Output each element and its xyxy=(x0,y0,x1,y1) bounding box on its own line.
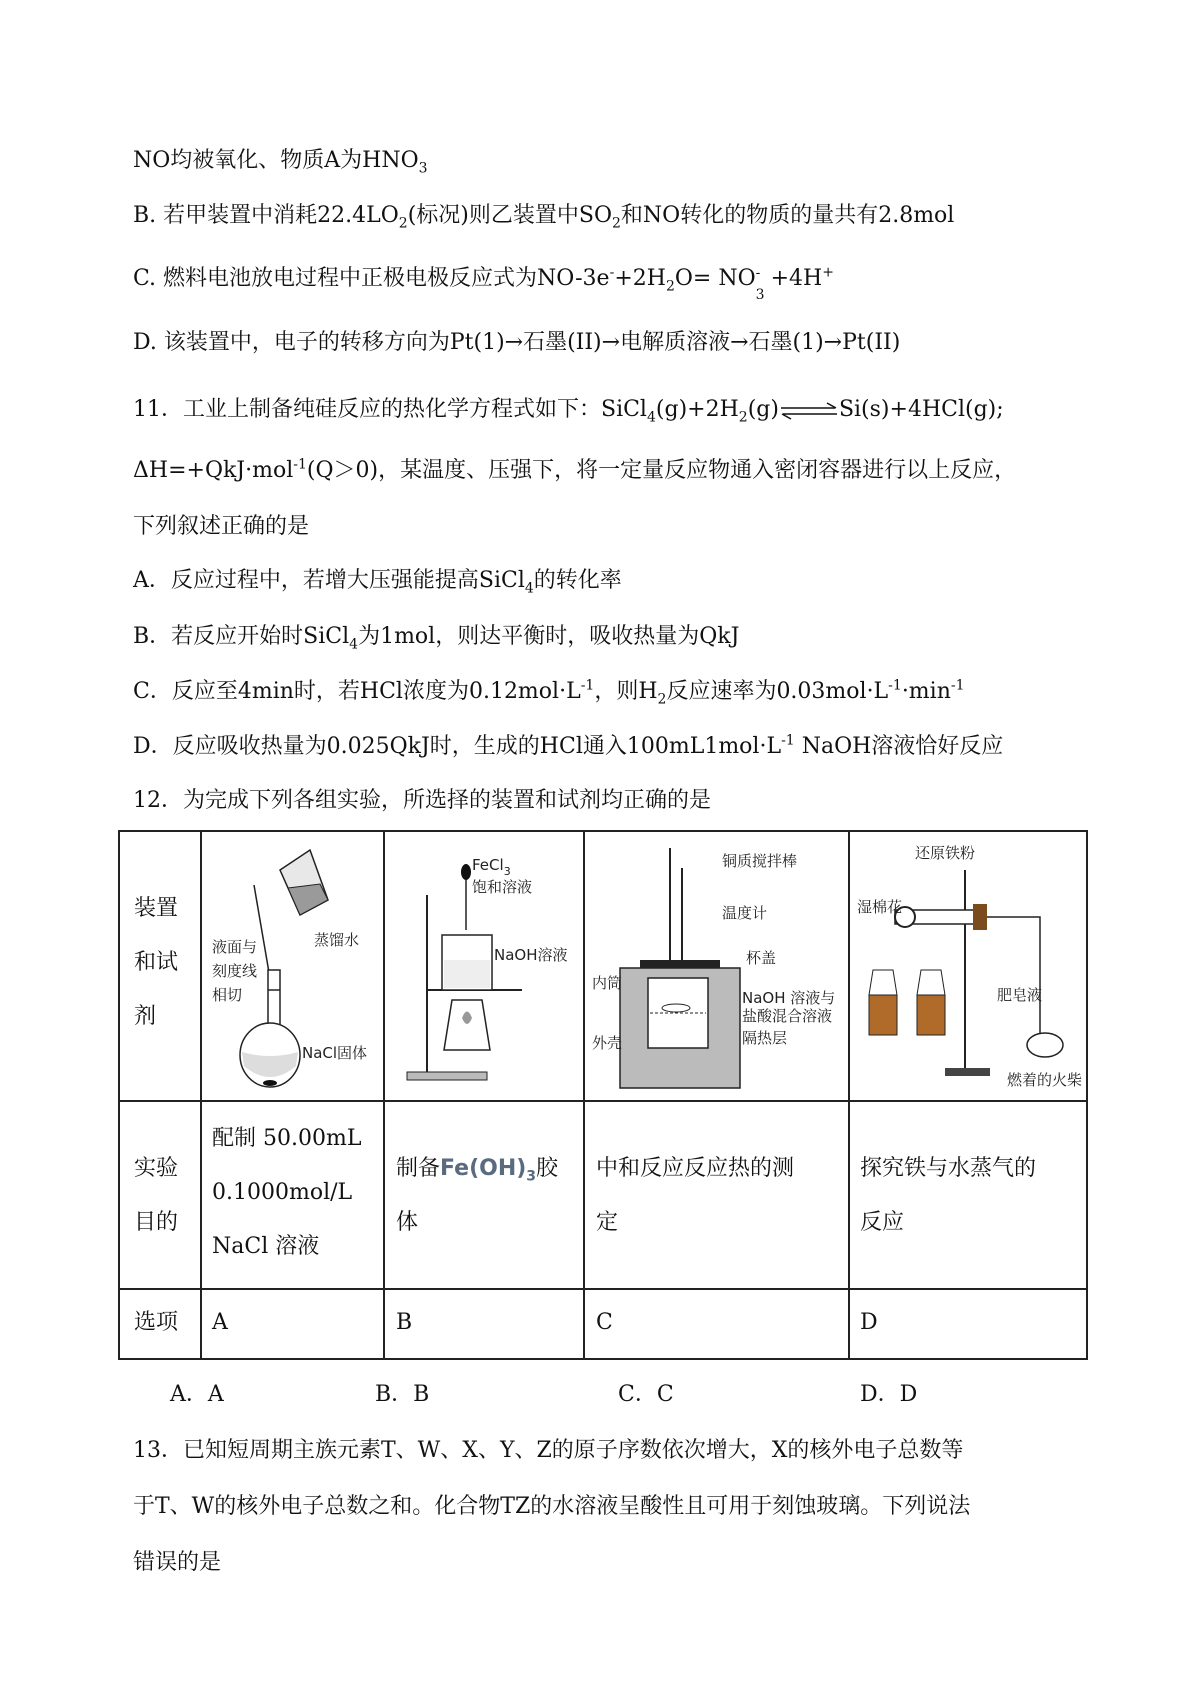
label-naoh-solution: NaOH溶液 xyxy=(494,946,568,964)
label-level-2: 刻度线 xyxy=(212,962,258,980)
question-11-line2: ΔH=+QkJ·mol$^{-1}$(Q＞0)，某温度、压强下，将一定量反应物通入密闭容器进行以上反应， xyxy=(133,456,1017,483)
purpose-d: 探究铁与水蒸气的 反应 xyxy=(860,1156,1037,1235)
label-fecl3: FeCl$_3$ xyxy=(472,856,511,878)
label-thermometer: 温度计 xyxy=(722,904,768,922)
row-label-purpose: 实验 目的 xyxy=(134,1156,179,1235)
question-13-line3: 错误的是 xyxy=(133,1550,222,1575)
label-soap-solution: 肥皂液 xyxy=(997,986,1043,1004)
label-outer-shell: 外壳 xyxy=(592,1034,623,1052)
figure-d-iron-steam xyxy=(855,840,1083,1095)
label-mixture-2: 盐酸混合溶液 xyxy=(742,1007,833,1025)
answer-b: B．B xyxy=(375,1382,430,1407)
row-label-option: 选项 xyxy=(134,1310,179,1335)
option-10a-tail: NO均被氧化、物质A为$HNO_3$ xyxy=(133,148,428,177)
answer-c: C．C xyxy=(618,1382,674,1407)
label-lid: 杯盖 xyxy=(746,949,777,967)
option-11c: C．反应至4min时，若HCl浓度为$0.12mol\cdot L^{-1}$，则$H_2$反应速率为$0.03mol\cdot L^{-1}\cdot\min^{-1}$ xyxy=(133,677,965,708)
option-cell-d: D xyxy=(860,1310,878,1335)
label-wet-cotton: 湿棉花 xyxy=(857,898,903,916)
label-saturated-solution: 饱和溶液 xyxy=(472,878,533,896)
equilibrium-arrow-icon xyxy=(779,400,839,420)
answer-a: A．A xyxy=(170,1382,224,1407)
label-inner-cylinder: 内筒 xyxy=(592,974,623,992)
label-copper-stirrer: 铜质搅拌棒 xyxy=(722,852,798,870)
figure-a-volumetric-flask xyxy=(210,840,380,1095)
label-burning-match: 燃着的火柴 xyxy=(1007,1071,1083,1089)
question-11: 11．工业上制备纯硅反应的热化学方程式如下：$SiCl_4(g)+2H_2(g)$ Si(s)+4HCl(g); xyxy=(133,397,1004,426)
purpose-a: 配制 50.00mL 0.1000mol/L NaCl 溶液 xyxy=(212,1126,362,1259)
purpose-b: 制备$Fe(OH)_3$胶 体 xyxy=(396,1156,559,1235)
option-11b: B．若反应开始时SiCl$_4$为1mol，则达平衡时，吸收热量为QkJ xyxy=(133,624,740,653)
option-10c: C. 燃料电池放电过程中正极电极反应式为$NO-3e^-+2H_2O=$ NO - 3 +4H+ xyxy=(133,264,834,303)
answer-d: D．D xyxy=(860,1382,918,1407)
option-cell-a: A xyxy=(212,1310,228,1335)
label-level-1: 液面与 xyxy=(212,938,258,956)
label-reduced-iron: 还原铁粉 xyxy=(915,844,976,862)
label-distilled-water: 蒸馏水 xyxy=(314,931,360,949)
option-cell-b: B xyxy=(396,1310,413,1335)
question-11-line3: 下列叙述正确的是 xyxy=(133,514,310,539)
option-11d: D．反应吸收热量为0.025QkJ时，生成的HCl通入$100mL1mol\cdot L^{-1}$ NaOH溶液恰好反应 xyxy=(133,732,1004,759)
row-label-apparatus: 装置 和试 剂 xyxy=(134,896,179,1029)
question-12: 12．为完成下列各组实验，所选择的装置和试剂均正确的是 xyxy=(133,788,711,813)
figure-b-beaker-heating xyxy=(392,840,582,1095)
option-cell-c: C xyxy=(596,1310,613,1335)
experiment-table xyxy=(118,830,1088,1360)
label-insulation: 隔热层 xyxy=(742,1029,788,1047)
label-nacl-solid: NaCl固体 xyxy=(302,1044,368,1062)
figure-c-calorimeter xyxy=(590,838,845,1096)
question-13-line1: 13．已知短周期主族元素T、W、X、Y、Z的原子序数依次增大，X的核外电子总数等 xyxy=(133,1438,964,1463)
label-level-3: 相切 xyxy=(212,986,243,1004)
option-11a: A．反应过程中，若增大压强能提高SiCl$_4$的转化率 xyxy=(133,568,622,597)
label-mixture-1: NaOH 溶液与 xyxy=(742,989,836,1007)
option-10d: D. 该装置中，电子的转移方向为Pt(1)→石墨(II)→电解质溶液→石墨(1)→Pt(II) xyxy=(133,330,901,355)
purpose-c: 中和反应反应热的测 定 xyxy=(596,1156,795,1235)
question-13-line2: 于T、W的核外电子总数之和。化合物TZ的水溶液呈酸性且可用于刻蚀玻璃。下列说法 xyxy=(133,1494,971,1519)
option-10b: B. 若甲装置中消耗$22.4LO_2$(标况)则乙装置中$SO_2$和NO转化的物质的量共有2.8mol xyxy=(133,203,955,232)
